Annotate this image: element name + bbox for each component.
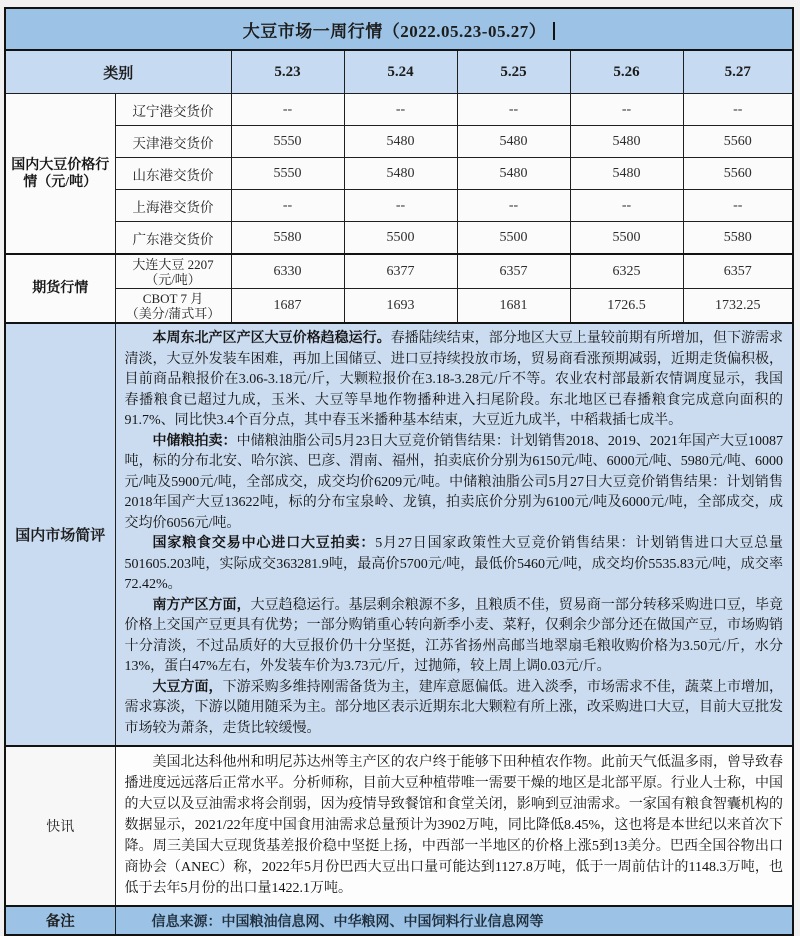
price-cell: --: [457, 190, 570, 222]
row-label-liaoning: 辽宁港交货价: [115, 94, 231, 126]
price-cell: 5480: [344, 126, 457, 158]
row-label-tianjin: 天津港交货价: [115, 126, 231, 158]
price-cell: --: [570, 94, 683, 126]
price-cell: --: [231, 94, 344, 126]
price-cell: --: [344, 190, 457, 222]
text-cursor-icon: [553, 22, 555, 40]
row-group-futures: 期货行情: [5, 254, 115, 323]
col-header-date-5: 5.27: [683, 50, 793, 94]
price-cell: 1732.25: [683, 289, 793, 324]
section-label-market-review: 国内市场简评: [5, 323, 115, 746]
price-cell: 6330: [231, 254, 344, 289]
price-cell: 5550: [231, 158, 344, 190]
review-paragraph-import-auction: 国家粮食交易中心进口大豆拍卖：5月27日国家政策性大豆竞价销售结果：计划销售进口大豆总量501605.203吨，实际成交363281.9吨，最高价5700元/吨，最低价5460元/吨，成交均价5535.83元/吨，成交率72.42%。: [124, 536, 784, 592]
document-title-cell: [5, 8, 793, 50]
row-label-dalian-2207: 大连大豆 2207 （元/吨）: [115, 254, 231, 289]
section-label-news: 快讯: [5, 746, 115, 906]
table-row-cbot-july: [5, 289, 793, 324]
price-cell: 5560: [683, 158, 793, 190]
price-cell: --: [683, 94, 793, 126]
price-cell: 5480: [570, 158, 683, 190]
table-row-shanghai: [5, 190, 793, 222]
price-cell: 5580: [683, 222, 793, 255]
price-cell: 5500: [570, 222, 683, 255]
market-review-content: [115, 323, 793, 746]
price-cell: 6377: [344, 254, 457, 289]
col-header-date-4: 5.26: [570, 50, 683, 94]
column-header-row: [5, 50, 793, 94]
table-row-liaoning: [5, 94, 793, 126]
section-domestic-market-review: [5, 323, 793, 746]
price-cell: 5500: [457, 222, 570, 255]
table-row-guangdong: [5, 222, 793, 255]
remark-source-text: 信息来源：中国粮油信息网、中华粮网、中国饲料行业信息网等: [115, 906, 793, 935]
table-row-shandong: [5, 158, 793, 190]
row-group-domestic-price: 国内大豆价格行情（元/吨）: [5, 94, 115, 255]
col-header-date-1: 5.23: [231, 50, 344, 94]
row-label-shanghai: 上海港交货价: [115, 190, 231, 222]
section-remark: [5, 906, 793, 935]
table-row-tianjin: [5, 126, 793, 158]
review-paragraph-south-region: 南方产区方面，大豆趋稳运行。基层剩余粮源不多，且粮质不佳，贸易商一部分转移采购进口豆，毕竟价格上交国产豆更具有优势；一部分购销重心转向新季小麦、菜籽，仅剩余少部分还在做国产豆，市场购销十分清淡，不过品质好的大豆报价仍十分坚挺，江苏省扬州高邮当地翠扇毛粮收购价格为3.50元/斤，水分13%，蛋白47%左右，外发装车价为3.73元/斤，过抛筛，较上周上调0.03元/斤。: [124, 597, 784, 674]
price-cell: 5580: [231, 222, 344, 255]
price-cell: 6357: [457, 254, 570, 289]
price-cell: 1681: [457, 289, 570, 324]
col-header-date-3: 5.25: [457, 50, 570, 94]
price-cell: 5480: [344, 158, 457, 190]
col-header-category: 类别: [5, 50, 231, 94]
table-row-dalian-soybean: [5, 254, 793, 289]
price-cell: --: [231, 190, 344, 222]
news-flash-content: [115, 746, 793, 906]
price-cell: 5550: [231, 126, 344, 158]
price-cell: 5480: [457, 158, 570, 190]
page-title: 大豆市场一周行情（2022.05.23-05.27）: [242, 21, 547, 41]
review-paragraph-northeast: 本周东北产区产区大豆价格趋稳运行。春播陆续结束，部分地区大豆上量较前期有所增加，但下游需求清淡，大豆外发装车困难，再加上国储豆、进口豆持续投放市场，贸易商看涨预期减弱，近期走货偏积极，目前商品粮报价在3.06-3.18元/斤，大颗粒报价在3.18-3.28元/斤不等。农业农村部最新农情调度显示，我国春播粮食已超过九成，玉米、大豆等旱地作物播种进入扫尾阶段。东北地区已春播粮食完成意向面积的91.7%、同比快3.4个百分点，其中春玉米播种基本结束，大豆近九成半，中稻栽插七成半。: [124, 331, 784, 428]
price-cell: --: [457, 94, 570, 126]
price-cell: --: [344, 94, 457, 126]
price-cell: 1693: [344, 289, 457, 324]
price-cell: 5500: [344, 222, 457, 255]
price-cell: 6325: [570, 254, 683, 289]
section-label-remark: 备注: [5, 906, 115, 935]
row-label-shandong: 山东港交货价: [115, 158, 231, 190]
review-paragraph-sinograin-auction: 中储粮拍卖：中储粮油脂公司5月23日大豆竞价销售结果：计划销售2018、2019、2021年国产大豆10087吨，标的分布北安、哈尔滨、巴彦、渭南、福州，拍卖底价分别为6150元/吨、6000元/吨、5980元/吨、6000元/吨及5900元/吨，全部成交，成交均价6209元/吨。中储粮油脂公司5月27日大豆竞价销售结果：计划销售2018年国产大豆13622吨，标的分布宝泉岭、龙镇，拍卖底价分别为6100元/吨及6000元/吨，全部成交，成交均价6056元/吨。: [124, 433, 784, 531]
price-cell: 1726.5: [570, 289, 683, 324]
price-cell: 5480: [457, 126, 570, 158]
price-cell: --: [570, 190, 683, 222]
price-cell: 1687: [231, 289, 344, 324]
section-news-flash: [5, 746, 793, 906]
row-label-cbot-july: CBOT 7 月 （美分/蒲式耳）: [115, 289, 231, 324]
review-paragraph-soybean-demand: 大豆方面，下游采购多维持刚需备货为主，建库意愿偏低。进入淡季，市场需求不佳，蔬菜上市增加，需求寡淡，下游以随用随采为主。部分地区表示近期东北大颗粒有所上涨，改采购进口大豆，目前大豆批发市场较为萧条，走货比较缓慢。: [124, 679, 784, 736]
price-cell: 5560: [683, 126, 793, 158]
title-row: [5, 8, 793, 50]
soybean-weekly-report-table: [4, 7, 794, 936]
row-label-guangdong: 广东港交货价: [115, 222, 231, 255]
news-paragraph: 美国北达科他州和明尼苏达州等主产区的农户终于能够下田种植农作物。此前天气低温多雨，曾导致春播进度远远落后正常水平。分析师称，目前大豆种植带唯一需要干燥的地区是北部平原。行业人士称，中国的大豆以及豆油需求将会削弱，因为疫情导致餐馆和食堂关闭，影响到豆油需求。一家国有粮食智囊机构的数据显示，2021/22年度中国食用油需求总量预计为3902万吨，同比降低8.45%，这也将是本世纪以来首次下降。周三美国大豆现货基差报价稳中坚挺上扬，中西部一半地区的价格上涨5到13美分。巴西全国谷物出口商协会（ANEC）称，2022年5月份巴西大豆出口量可能达到1127.8万吨，低于一周前估计的1148.3万吨，也低于去年5月份的出口量1422.1万吨。: [124, 755, 783, 896]
col-header-date-2: 5.24: [344, 50, 457, 94]
price-cell: --: [683, 190, 793, 222]
price-cell: 6357: [683, 254, 793, 289]
price-cell: 5480: [570, 126, 683, 158]
